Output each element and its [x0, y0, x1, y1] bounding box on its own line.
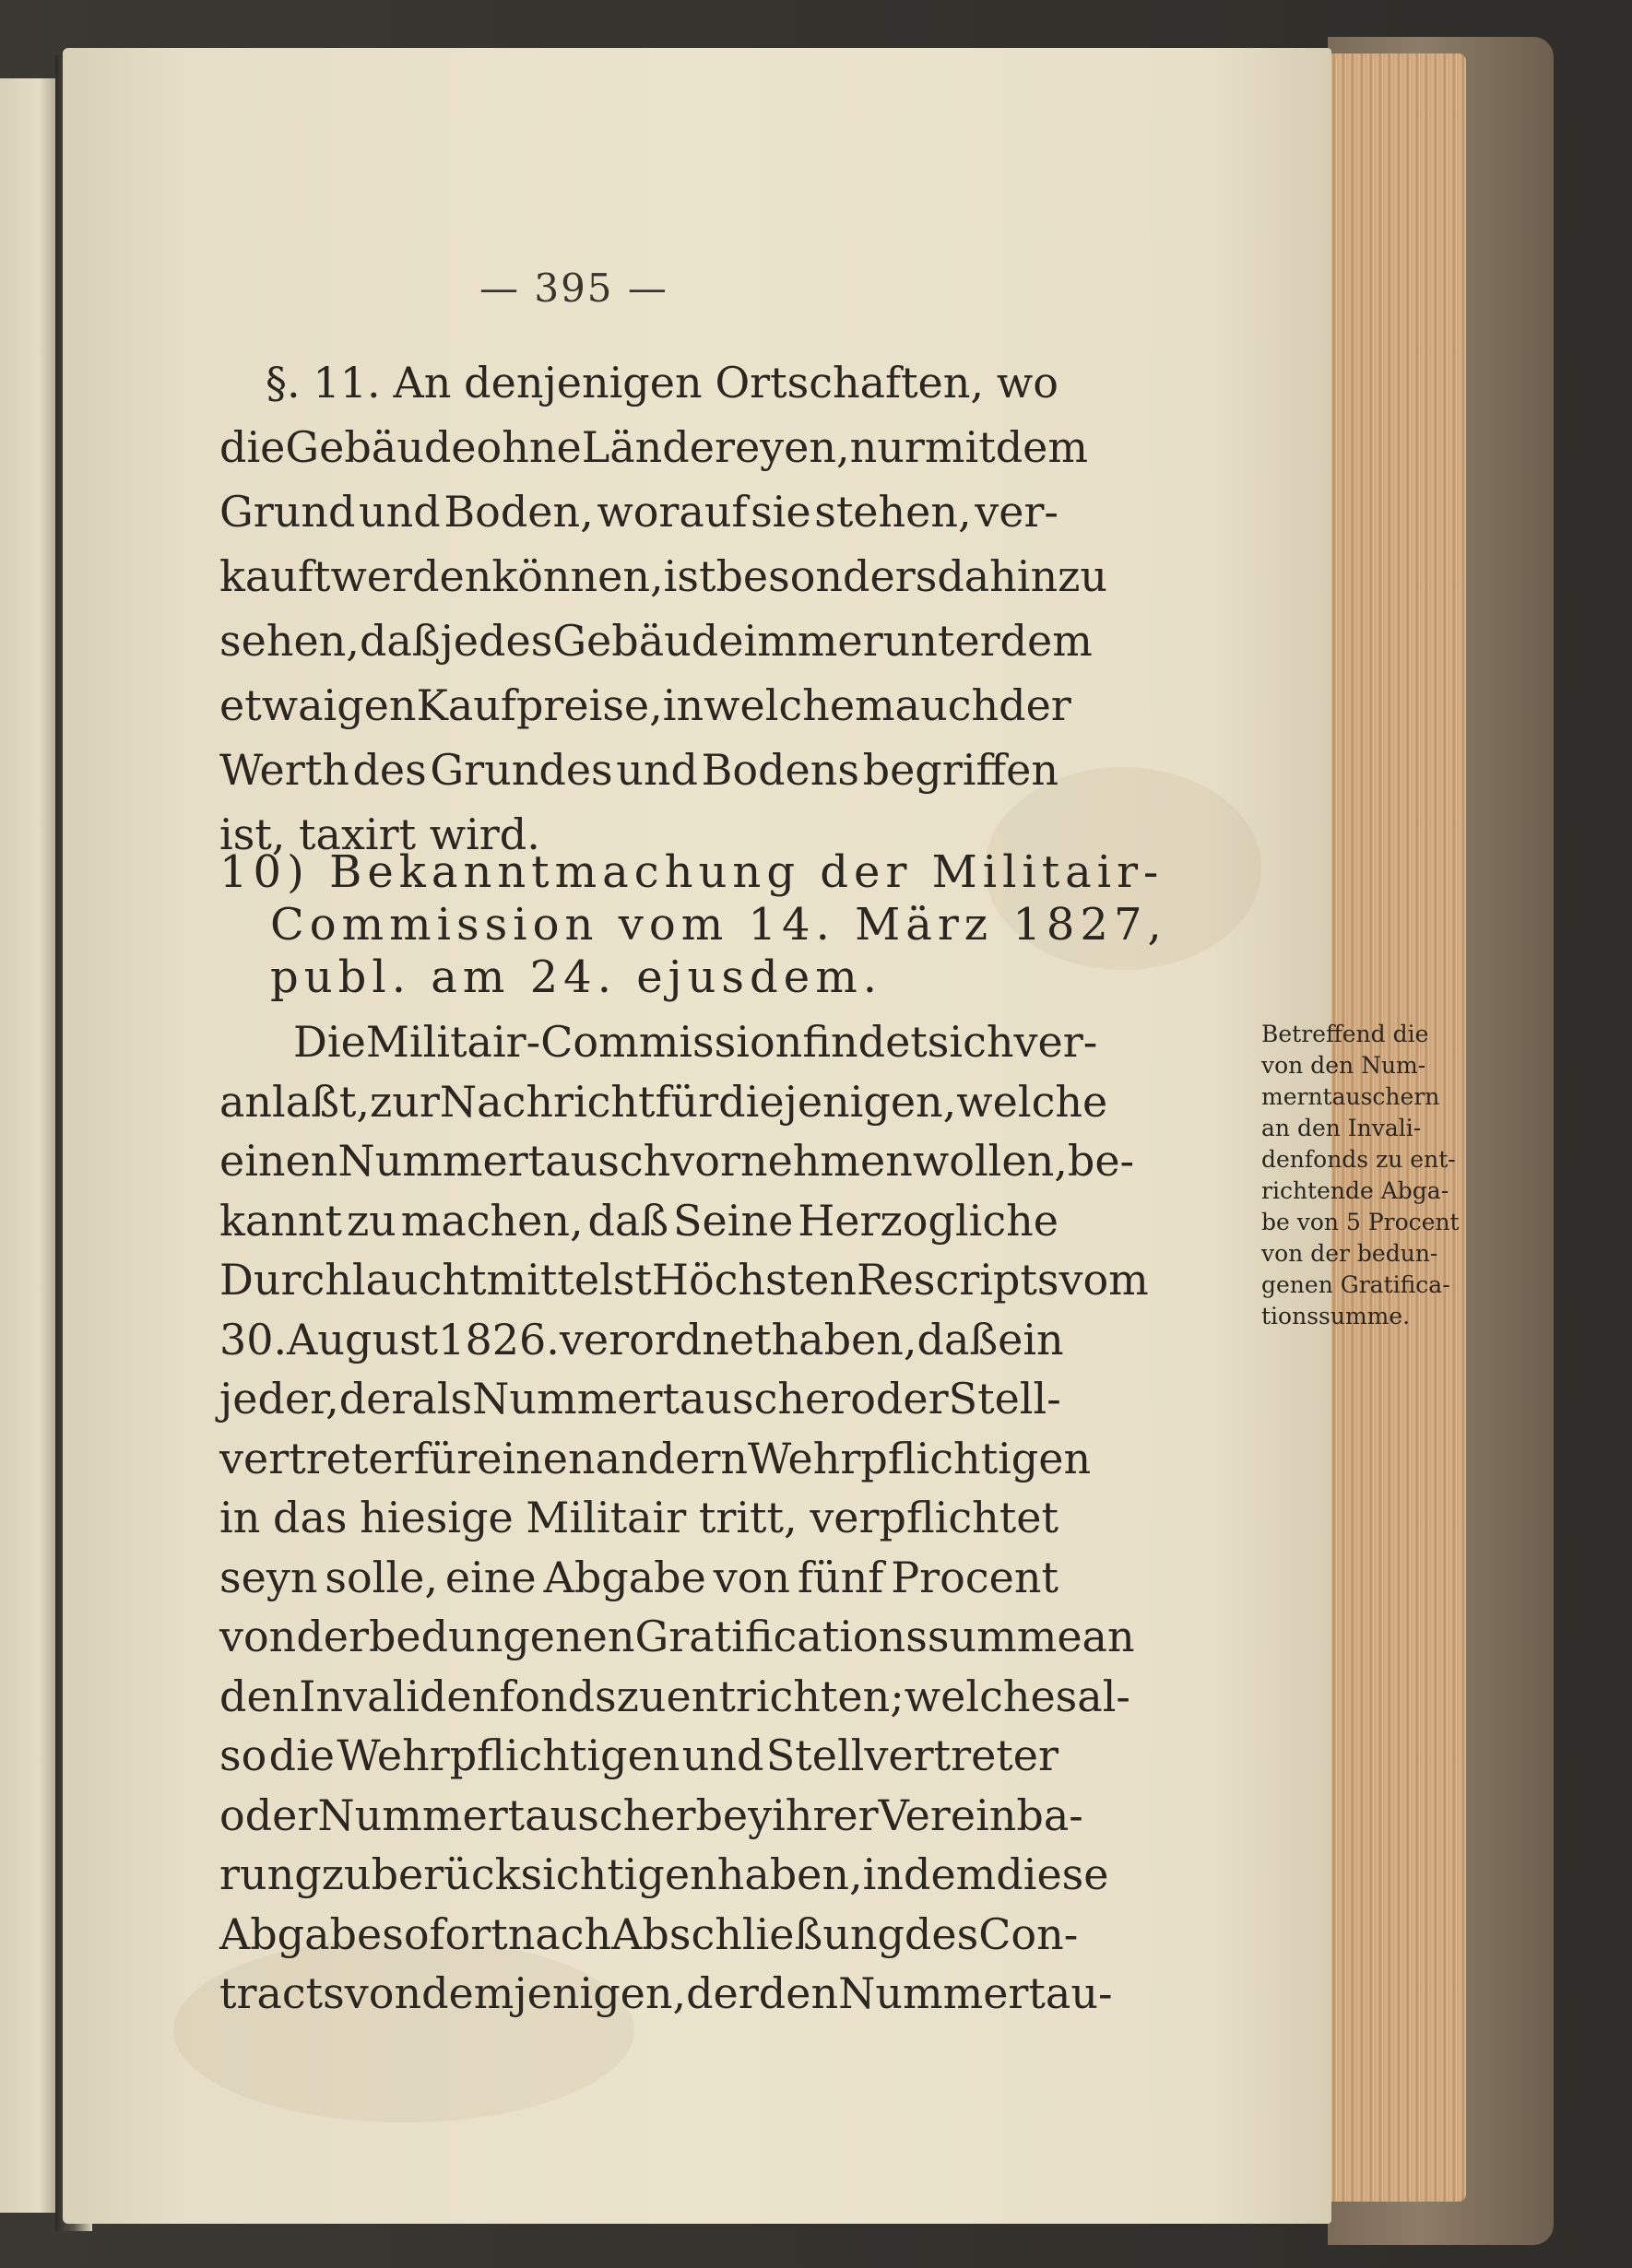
body-line: so die Wehrpflichtigen und Stellvertreter: [219, 1731, 1058, 1780]
heading-line: 10) Bekanntmachung der Militair-: [219, 846, 1165, 898]
body-line: Abgabe sofort nach Abschließung des Con-: [219, 1908, 1079, 1959]
body-line: in das hiesige Militair tritt, verpflichtet: [219, 1493, 1058, 1542]
margin-note-line: Betreffend die: [1261, 1021, 1429, 1047]
margin-note-line: an den Invali-: [1261, 1115, 1422, 1141]
body-line: einen Nummertausch vornehmen wollen, be-: [219, 1136, 1135, 1186]
body-line: 30. August 1826. verordnet haben, daß ein: [219, 1314, 1064, 1364]
body-line: von der bedungenen Gratificationssumme an: [219, 1612, 1135, 1661]
section-line: Grund und Boden, worauf sie stehen, ver-: [219, 487, 1058, 537]
body-line: kannt zu machen, daß Seine Herzogliche: [219, 1195, 1058, 1246]
body-line: seyn solle, eine Abgabe von fünf Procent: [219, 1552, 1058, 1602]
body-line: Die Militair-Commission findet sich ver-: [293, 1017, 1098, 1067]
margin-note-line: von den Num-: [1261, 1052, 1426, 1079]
body-line: rung zu berücksichtigen haben, indem diese: [219, 1849, 1109, 1899]
section-line: die Gebäude ohne Ländereyen, nur mit dem: [219, 422, 1089, 472]
heading-line: publ. am 24. ejusdem.: [270, 951, 882, 1003]
section-line: ist, taxirt wird.: [219, 809, 540, 859]
heading-line: Commission vom 14. März 1827,: [270, 899, 1167, 951]
margin-note-line: merntauschern: [1261, 1083, 1440, 1110]
margin-note-line: von der bedun-: [1261, 1240, 1438, 1267]
margin-note-line: be von 5 Procent: [1261, 1209, 1460, 1235]
section-line: Werth des Grundes und Bodens begriffen: [219, 745, 1058, 795]
margin-note-line: richtende Abga-: [1261, 1177, 1449, 1204]
body-line: vertreter für einen andern Wehrpflichtigen: [219, 1433, 1092, 1483]
section-line: etwaigen Kaufpreise, in welchem auch der: [219, 680, 1071, 730]
body-line: anlaßt, zur Nachricht für diejenigen, welche: [219, 1076, 1108, 1127]
section-line: §. 11. An denjenigen Ortschaften, wo: [266, 358, 1058, 408]
margin-note-line: denfonds zu ent-: [1261, 1146, 1456, 1173]
body-line: jeder, der als Nummertauscher oder Stell-: [219, 1374, 1061, 1423]
body-line: Durchlaucht mittelst Höchsten Rescripts vom: [219, 1255, 1149, 1305]
margin-note-line: tionssumme.: [1261, 1303, 1411, 1329]
margin-note-line: genen Gratifica-: [1261, 1271, 1450, 1298]
section-line: kauft werden können, ist besonders dahin zu: [219, 551, 1108, 601]
page-number: — 395 —: [479, 266, 668, 311]
body-line: oder Nummertauscher bey ihrer Vereinba-: [219, 1790, 1083, 1840]
section-line: sehen, daß jedes Gebäude immer unter dem: [219, 616, 1093, 666]
margin-note: [1261, 1019, 1483, 1332]
body-line: tracts von demjenigen, der den Nummertau-: [219, 1968, 1113, 2018]
body-line: den Invalidenfonds zu entrichten; welches al-: [219, 1671, 1130, 1721]
